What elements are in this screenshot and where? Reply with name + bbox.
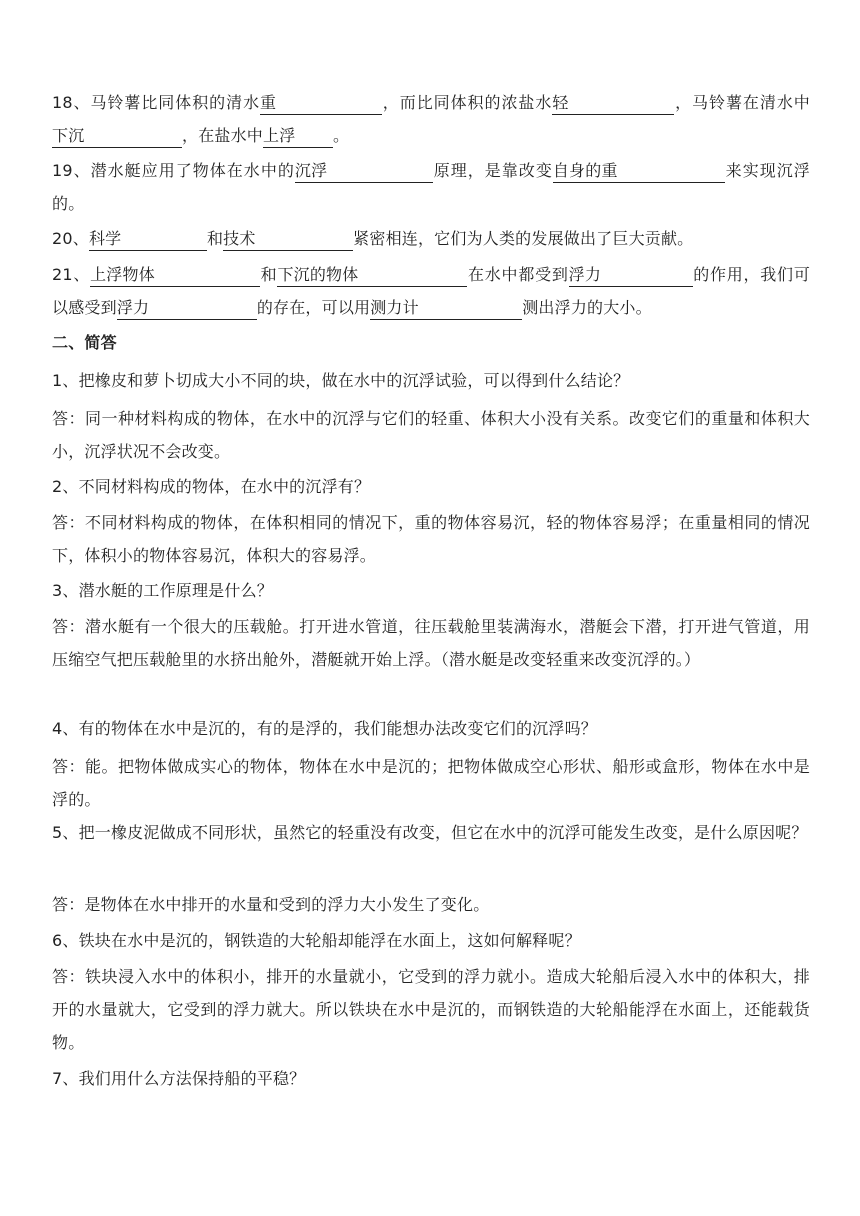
question: 3、潜水艇的工作原理是什么？ xyxy=(52,581,273,600)
answer: 答：潜水艇有一个很大的压载舱。打开进水管道，往压载舱里装满海水，潜艇会下潜，打开进气管道，用压缩空气把压载舱里的水挤出舱外，潜艇就开始上浮。（潜水艇是改变轻重来改变沉浮的。） xyxy=(52,617,810,669)
answer-blank: 浮力 xyxy=(117,297,257,320)
fill-question-21: 21、上浮物体 和下沉的物体 在水中都受到浮力 的作用，我们可以感受到浮力 的存在，可以用测力计 测出浮力的大小。 xyxy=(52,258,810,324)
fill-question-20: 20、科学 和技术 紧密相连，它们为人类的发展做出了巨大贡献。 xyxy=(52,222,810,255)
section-heading: 二、简答 xyxy=(52,333,117,352)
question: 7、我们用什么方法保持船的平稳？ xyxy=(52,1069,306,1088)
question: 4、有的物体在水中是沉的，有的是浮的，我们能想办法改变它们的沉浮吗？ xyxy=(52,719,597,738)
answer: 答：能。把物体做成实心的物体，物体在水中是沉的；把物体做成空心形状、船形或盒形，物体在水中是浮的。 xyxy=(52,757,810,809)
answer: 答：是物体在水中排开的水量和受到的浮力大小发生了变化。 xyxy=(52,895,490,914)
answer-blank: 上浮 xyxy=(263,125,333,148)
answer-blank: 下沉 xyxy=(52,125,182,148)
answer-blank: 沉浮 xyxy=(295,160,433,183)
answer-blank: 自身的重 xyxy=(553,160,725,183)
answer-blank: 科学 xyxy=(89,228,207,251)
answer-blank: 浮力 xyxy=(569,264,693,287)
answer-blank: 技术 xyxy=(223,228,353,251)
answer-blank: 重 xyxy=(260,92,382,115)
answer-blank: 测力计 xyxy=(370,297,522,320)
answer: 答：不同材料构成的物体，在体积相同的情况下，重的物体容易沉，轻的物体容易浮；在重量相同的情况下，体积小的物体容易沉，体积大的容易浮。 xyxy=(52,513,810,565)
question: 2、不同材料构成的物体，在水中的沉浮有？ xyxy=(52,477,371,496)
fill-question-19: 19、潜水艇应用了物体在水中的沉浮 原理，是靠改变自身的重 来实现沉浮的。 xyxy=(52,161,810,213)
answer: 答：同一种材料构成的物体，在水中的沉浮与它们的轻重、体积大小没有关系。改变它们的重量和体积大小，沉浮状况不会改变。 xyxy=(52,409,810,461)
question: 6、铁块在水中是沉的，钢铁造的大轮船却能浮在水面上，这如何解释呢？ xyxy=(52,931,581,950)
fill-question-18: 18、马铃薯比同体积的清水重 ，而比同体积的浓盐水轻 ，马铃薯在清水中下沉 ，在盐水中上浮 。 xyxy=(52,86,810,152)
answer-blank: 下沉的物体 xyxy=(277,264,467,287)
question: 5、把一橡皮泥做成不同形状，虽然它的轻重没有改变，但它在水中的沉浮可能发生改变，是什么原因呢？ xyxy=(52,823,808,842)
answer-blank: 轻 xyxy=(552,92,674,115)
answer-blank: 上浮物体 xyxy=(90,264,260,287)
question: 1、把橡皮和萝卜切成大小不同的块，做在水中的沉浮试验，可以得到什么结论？ xyxy=(52,371,630,390)
answer: 答：铁块浸入水中的体积小，排开的水量就小，它受到的浮力就小。造成大轮船后浸入水中的体积大，排开的水量就大，它受到的浮力就大。所以铁块在水中是沉的，而钢铁造的大轮船能浮在水面上，还能载货物。 xyxy=(52,967,810,1052)
